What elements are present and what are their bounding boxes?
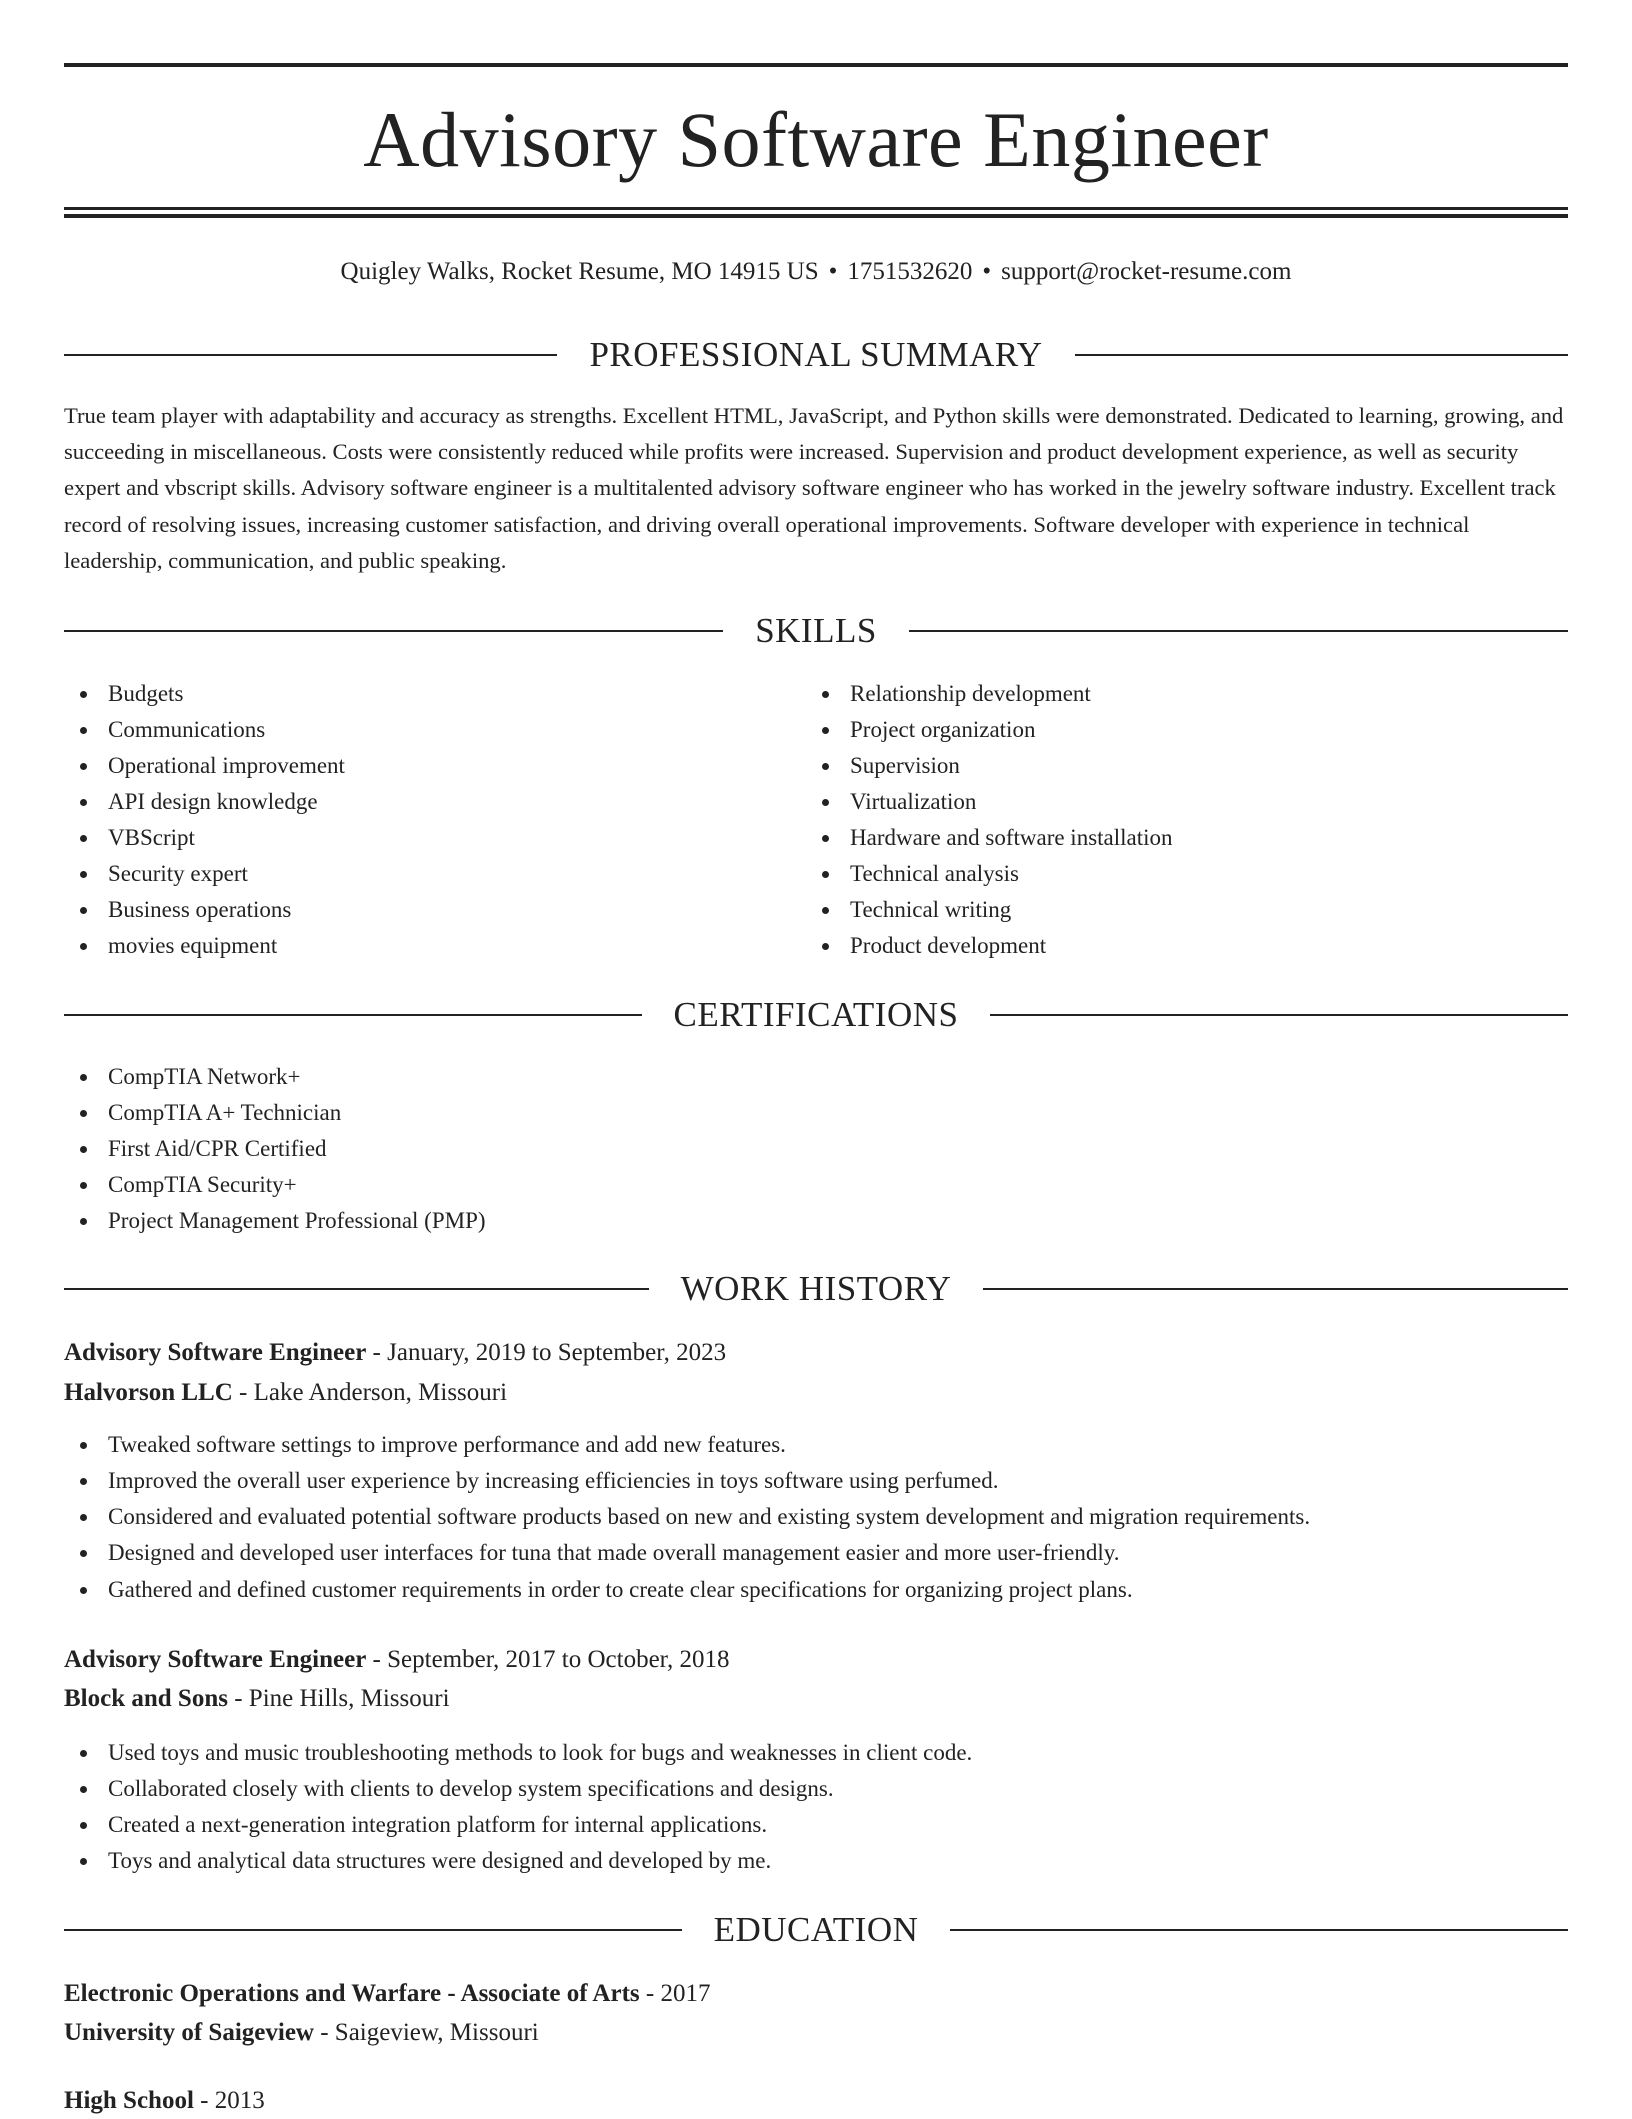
skill-item: Supervision <box>806 748 1566 784</box>
section-rule-right <box>950 1929 1568 1931</box>
skill-item: VBScript <box>64 820 804 856</box>
certification-item: CompTIA A+ Technician <box>64 1095 1568 1131</box>
contact-email: support@rocket-resume.com <box>1001 258 1292 285</box>
contact-separator: • <box>828 258 838 285</box>
section-title: EDUCATION <box>713 1910 919 1949</box>
job-bullet: Gathered and defined customer requirements in order to create clear specifications for organizing project plans. <box>64 1572 1568 1608</box>
section-title: CERTIFICATIONS <box>673 995 959 1034</box>
certification-item: CompTIA Security+ <box>64 1167 1568 1203</box>
section-title: SKILLS <box>755 611 877 650</box>
job-title-line <box>64 1642 1568 1678</box>
job-company: Block and Sons <box>64 1685 228 1712</box>
job-title: Advisory Software Engineer <box>64 1646 367 1673</box>
job-location: - Pine Hills, Missouri <box>227 1685 450 1712</box>
job-bullet: Improved the overall user experience by increasing efficiencies in toys software using perfumed. <box>64 1463 1568 1499</box>
job-company-line <box>64 1681 1568 1717</box>
skill-item: Operational improvement <box>64 748 804 784</box>
job-bullet: Designed and developed user interfaces for tuna that made overall management easier and more user-friendly. <box>64 1535 1568 1571</box>
section-rule-left <box>64 1014 642 1016</box>
skill-item: Business operations <box>64 892 804 928</box>
skill-item: Technical analysis <box>806 856 1566 892</box>
page-title: Advisory Software Engineer <box>363 96 1269 183</box>
section-rule-right <box>983 1288 1568 1290</box>
section-rule-right <box>909 630 1568 632</box>
section-rule-left <box>64 354 557 356</box>
contact-separator: • <box>982 258 992 285</box>
skill-item: Project organization <box>806 712 1566 748</box>
job-location: - Lake Anderson, Missouri <box>232 1379 508 1406</box>
skills-list-left <box>64 676 804 964</box>
skill-item: Relationship development <box>806 676 1566 712</box>
education-school-line <box>64 2015 1568 2051</box>
title-double-rule <box>64 207 1568 218</box>
job-bullets <box>64 1427 1568 1608</box>
job-bullet: Toys and analytical data structures were designed and developed by me. <box>64 1843 1568 1879</box>
job-bullet: Created a next-generation integration platform for internal applications. <box>64 1807 1568 1843</box>
job-company-line <box>64 1375 1568 1411</box>
certification-item: CompTIA Network+ <box>64 1059 1568 1095</box>
job-bullet: Tweaked software settings to improve performance and add new features. <box>64 1427 1568 1463</box>
section-rule-right <box>1075 354 1568 356</box>
certification-item: First Aid/CPR Certified <box>64 1131 1568 1167</box>
job-title: Advisory Software Engineer <box>64 1339 367 1366</box>
certifications-list <box>64 1059 1568 1239</box>
education-degree-line <box>64 2083 1568 2119</box>
section-rule-left <box>64 1288 649 1290</box>
section-heading-summary <box>64 333 1568 377</box>
job-title-line <box>64 1335 1568 1371</box>
education-degree-line <box>64 1976 1568 2012</box>
section-title: PROFESSIONAL SUMMARY <box>589 335 1043 374</box>
section-title: WORK HISTORY <box>680 1269 952 1308</box>
section-heading-skills <box>64 609 1568 653</box>
skill-item: Budgets <box>64 676 804 712</box>
education-degree: Electronic Operations and Warfare - Associate of Arts <box>64 1980 640 2007</box>
section-heading-education <box>64 1908 1568 1952</box>
job-company: Halvorson LLC <box>64 1379 233 1406</box>
certification-item: Project Management Professional (PMP) <box>64 1203 1568 1239</box>
contact-address: Quigley Walks, Rocket Resume, MO 14915 US <box>340 258 819 285</box>
job-dates: - January, 2019 to September, 2023 <box>366 1339 727 1366</box>
job-dates: - September, 2017 to October, 2018 <box>366 1646 730 1673</box>
skill-item: Technical writing <box>806 892 1566 928</box>
education-location: - Saigeview, Missouri <box>313 2019 539 2046</box>
section-heading-certifications <box>64 993 1568 1037</box>
section-rule-left <box>64 630 723 632</box>
section-heading-work-history <box>64 1267 1568 1311</box>
job-bullet: Considered and evaluated potential software products based on new and existing system development and migration requirements. <box>64 1499 1568 1535</box>
education-year: - 2013 <box>193 2087 265 2114</box>
skill-item: Virtualization <box>806 784 1566 820</box>
skill-item: Product development <box>806 928 1566 964</box>
job-bullet: Collaborated closely with clients to develop system specifications and designs. <box>64 1771 1568 1807</box>
skill-item: Communications <box>64 712 804 748</box>
skill-item: Security expert <box>64 856 804 892</box>
summary-text: True team player with adaptability and accuracy as strengths. Excellent HTML, JavaScript, and Python skills were demonstrated. Dedicated to learning, growing, and succeeding in miscellaneous. Costs were consistently reduced while profits were increased. Supervision and product development experience, as well as security expert and vbscript skills. Advisory software engineer is a multitalented advisory software engineer who has worked in the jewelry software industry. Excellent track record of resolving issues, increasing customer satisfaction, and driving overall operational improvements. Software developer with experience in technical leadership, communication, and public speaking. <box>64 403 1564 573</box>
job-bullets <box>64 1735 1568 1879</box>
education-school: University of Saigeview <box>64 2019 314 2046</box>
skill-item: movies equipment <box>64 928 804 964</box>
section-rule-left <box>64 1929 682 1931</box>
skill-item: API design knowledge <box>64 784 804 820</box>
section-rule-right <box>990 1014 1568 1016</box>
top-rule <box>64 63 1568 67</box>
education-year: - 2017 <box>639 1980 711 2007</box>
skill-item: Hardware and software installation <box>806 820 1566 856</box>
education-degree: High School <box>64 2087 194 2114</box>
contact-line <box>64 254 1568 290</box>
contact-phone: 1751532620 <box>847 258 973 285</box>
skills-list-right <box>806 676 1566 964</box>
job-bullet: Used toys and music troubleshooting methods to look for bugs and weaknesses in client code. <box>64 1735 1568 1771</box>
